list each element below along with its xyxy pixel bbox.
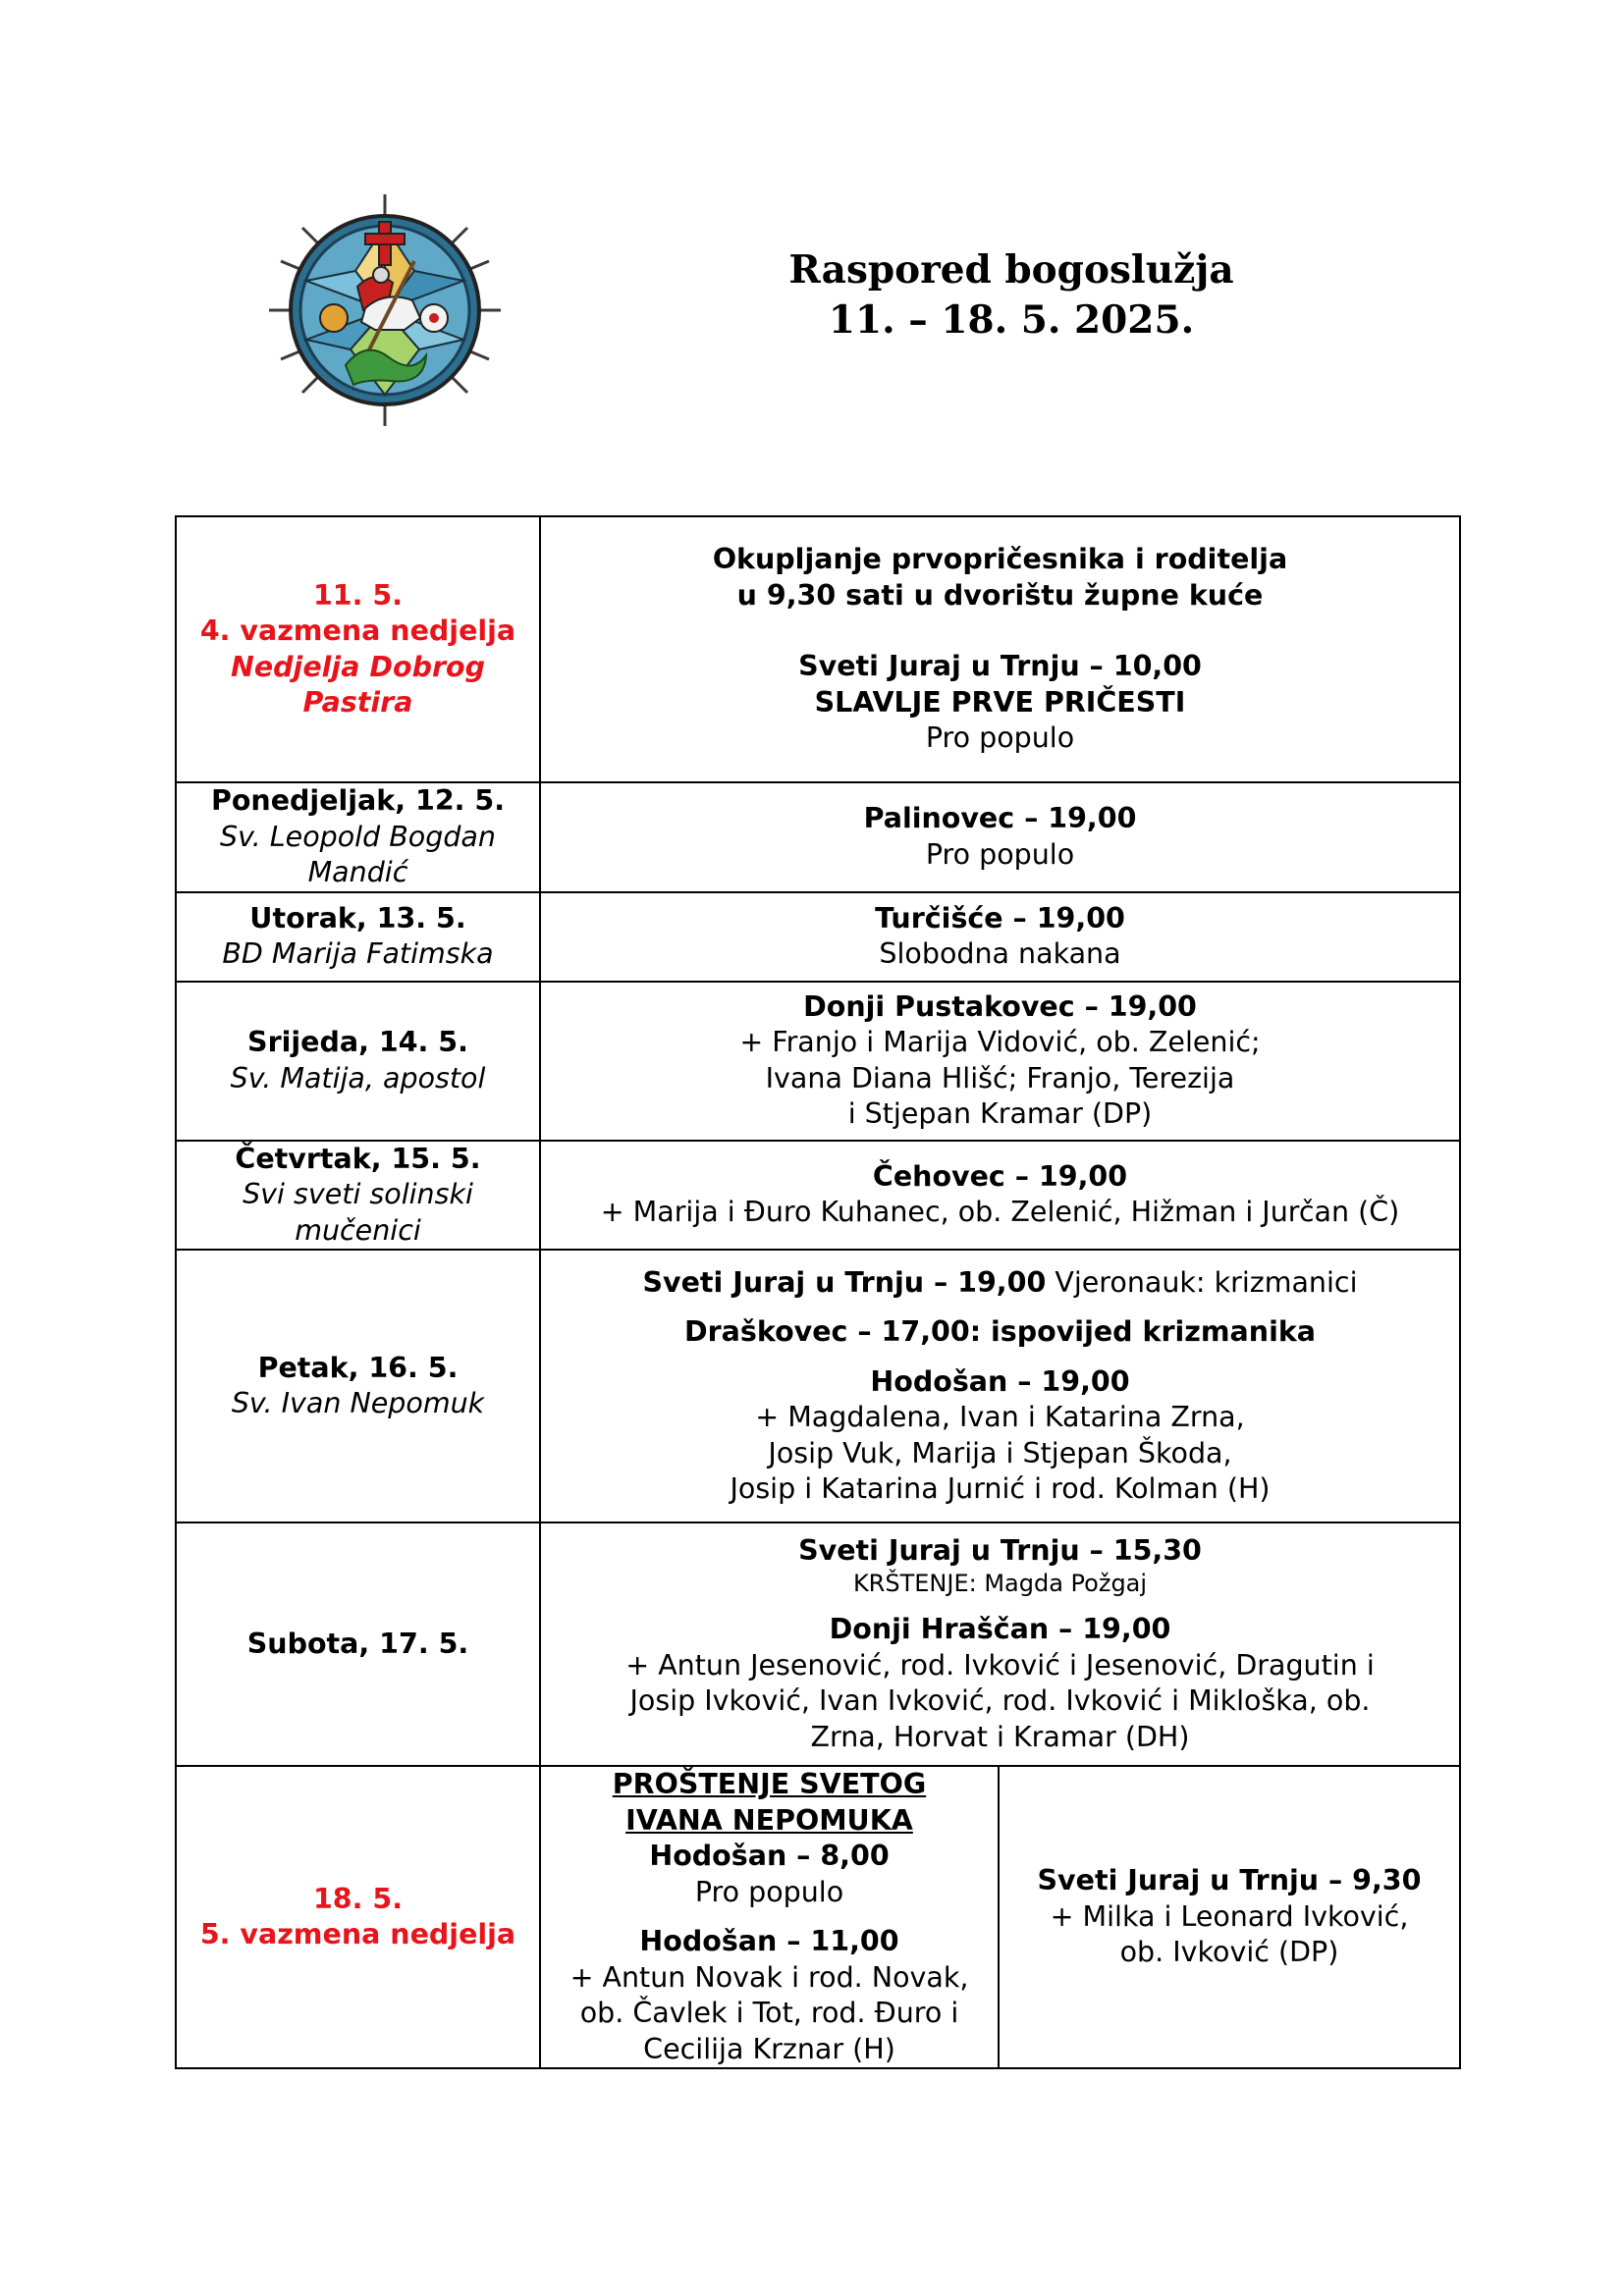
confession-label: Draškovec – 17,00: ispovijed krizmanika xyxy=(683,1315,1317,1348)
saint-line: BD Marija Fatimska xyxy=(222,937,494,970)
mass-intention: Cecilija Krznar (H) xyxy=(643,2032,895,2065)
day-cell xyxy=(176,1766,540,2068)
saint-line: Sv. Matija, apostol xyxy=(230,1061,486,1095)
day-cell xyxy=(176,516,540,782)
feast-heading: IVANA NEPOMUKA xyxy=(625,1803,913,1837)
mass-time: Donji Pustakovec – 19,00 xyxy=(803,989,1197,1023)
mass-intention: ob. Ivković (DP) xyxy=(1119,1936,1339,1969)
table-row xyxy=(176,1766,1460,2068)
activity-label: Vjeronauk: krizmanici xyxy=(1055,1265,1358,1299)
service-cell xyxy=(540,516,1460,782)
saint-line: Mandić xyxy=(307,856,408,888)
mass-intention: Pro populo xyxy=(925,721,1075,755)
table-row xyxy=(176,516,1460,782)
table-row xyxy=(176,892,1460,982)
mass-intention: Josip Ivković, Ivan Ivković, rod. Ivković i Mikloška, ob. xyxy=(629,1684,1371,1718)
service-cell xyxy=(540,782,1460,892)
mass-intention: Zrna, Horvat i Kramar (DH) xyxy=(810,1720,1190,1753)
mass-time: Donji Hraščan – 19,00 xyxy=(829,1613,1171,1646)
stained-glass-st-george-icon xyxy=(267,192,503,428)
saint-line: mučenici xyxy=(295,1213,421,1247)
saint-line: Sv. Leopold Bogdan xyxy=(220,820,496,853)
title-line-1: Raspored bogoslužja xyxy=(788,247,1234,293)
day-label: Subota, 17. 5. xyxy=(246,1627,469,1660)
mass-intention: + Antun Jesenović, rod. Ivković i Jesenović, Dragutin i xyxy=(625,1648,1375,1682)
date-label: 18. 5. xyxy=(312,1882,404,1915)
baptism-label: KRŠTENJE: Magda Požgaj xyxy=(852,1570,1148,1598)
sunday-name: 4. vazmena nedjelja xyxy=(199,614,516,647)
service-cell xyxy=(540,1522,1460,1766)
page-title xyxy=(687,245,1335,346)
mass-intention: + Marija i Đuro Kuhanec, ob. Zelenić, Hižman i Jurčan (Č) xyxy=(600,1196,1400,1229)
mass-intention: + Magdalena, Ivan i Katarina Zrna, xyxy=(755,1401,1245,1433)
service-cell-hodosan xyxy=(540,1766,999,2068)
mass-time: Sveti Juraj u Trnju – 19,00 xyxy=(642,1265,1047,1299)
service-cell xyxy=(540,1250,1460,1522)
mass-time: Čehovec – 19,00 xyxy=(872,1159,1128,1193)
mass-intention: Ivana Diana Hlišć; Franjo, Terezija xyxy=(765,1061,1235,1095)
day-cell xyxy=(176,1141,540,1251)
title-line-2: 11. – 18. 5. 2025. xyxy=(828,297,1195,343)
mass-time: Sveti Juraj u Trnju – 15,30 xyxy=(798,1533,1202,1567)
day-label: Petak, 16. 5. xyxy=(257,1351,459,1384)
notice-line: Okupljanje prvopričesnika i roditelja xyxy=(712,543,1288,576)
mass-time: Hodošan – 11,00 xyxy=(639,1925,899,1957)
day-cell xyxy=(176,1250,540,1522)
day-label: Ponedjeljak, 12. 5. xyxy=(210,784,506,817)
mass-intention: Pro populo xyxy=(694,1875,844,1908)
table-row xyxy=(176,1522,1460,1766)
mass-intention: Slobodna nakana xyxy=(879,937,1121,970)
service-cell-trnje xyxy=(999,1766,1460,2068)
mass-intention: Josip i Katarina Jurnić i rod. Kolman (H) xyxy=(730,1472,1271,1505)
mass-intention: Pro populo xyxy=(925,837,1075,871)
mass-time: Turčišće – 19,00 xyxy=(875,901,1125,934)
service-cell xyxy=(540,1141,1460,1251)
mass-intention: + Milka i Leonard Ivković, xyxy=(1050,1899,1409,1933)
mass-time: Hodošan – 8,00 xyxy=(649,1840,890,1872)
sunday-name: 5. vazmena nedjelja xyxy=(199,1918,516,1950)
day-label: Utorak, 13. 5. xyxy=(249,901,466,934)
notice-line: u 9,30 sati u dvorištu župne kuće xyxy=(736,578,1264,612)
table-row xyxy=(176,982,1460,1141)
day-cell xyxy=(176,1522,540,1766)
event-label: SLAVLJE PRVE PRIČESTI xyxy=(814,685,1186,719)
service-cell xyxy=(540,892,1460,982)
mass-intention: ob. Čavlek i Tot, rod. Đuro i xyxy=(579,1997,959,2029)
mass-time: Palinovec – 19,00 xyxy=(863,802,1137,835)
mass-time: Sveti Juraj u Trnju – 10,00 xyxy=(798,650,1202,683)
feast-line: Nedjelja Dobrog xyxy=(230,650,486,683)
saint-line: Sv. Ivan Nepomuk xyxy=(231,1387,485,1419)
service-item xyxy=(545,1265,1455,1302)
day-label: Srijeda, 14. 5. xyxy=(247,1026,468,1058)
day-cell xyxy=(176,782,540,892)
service-cell xyxy=(540,982,1460,1141)
day-cell xyxy=(176,982,540,1141)
mass-time: Sveti Juraj u Trnju – 9,30 xyxy=(1037,1864,1422,1897)
saint-line: Svi sveti solinski xyxy=(243,1178,473,1210)
mass-time: Hodošan – 19,00 xyxy=(870,1364,1130,1398)
day-label: Četvrtak, 15. 5. xyxy=(235,1142,481,1175)
table-row xyxy=(176,1250,1460,1522)
parish-logo xyxy=(267,192,503,428)
feast-heading: PROŠTENJE SVETOG xyxy=(612,1768,927,1800)
mass-intention: i Stjepan Kramar (DP) xyxy=(847,1097,1153,1130)
day-cell xyxy=(176,892,540,982)
date-label: 11. 5. xyxy=(312,578,404,612)
feast-line: Pastira xyxy=(302,686,413,719)
mass-intention: + Franjo i Marija Vidović, ob. Zelenić; xyxy=(739,1026,1261,1058)
table-row xyxy=(176,782,1460,892)
mass-intention: Josip Vuk, Marija i Stjepan Škoda, xyxy=(768,1436,1232,1469)
table-row xyxy=(176,1141,1460,1251)
schedule-table xyxy=(175,515,1461,2069)
mass-intention: + Antun Novak i rod. Novak, xyxy=(569,1960,969,1994)
